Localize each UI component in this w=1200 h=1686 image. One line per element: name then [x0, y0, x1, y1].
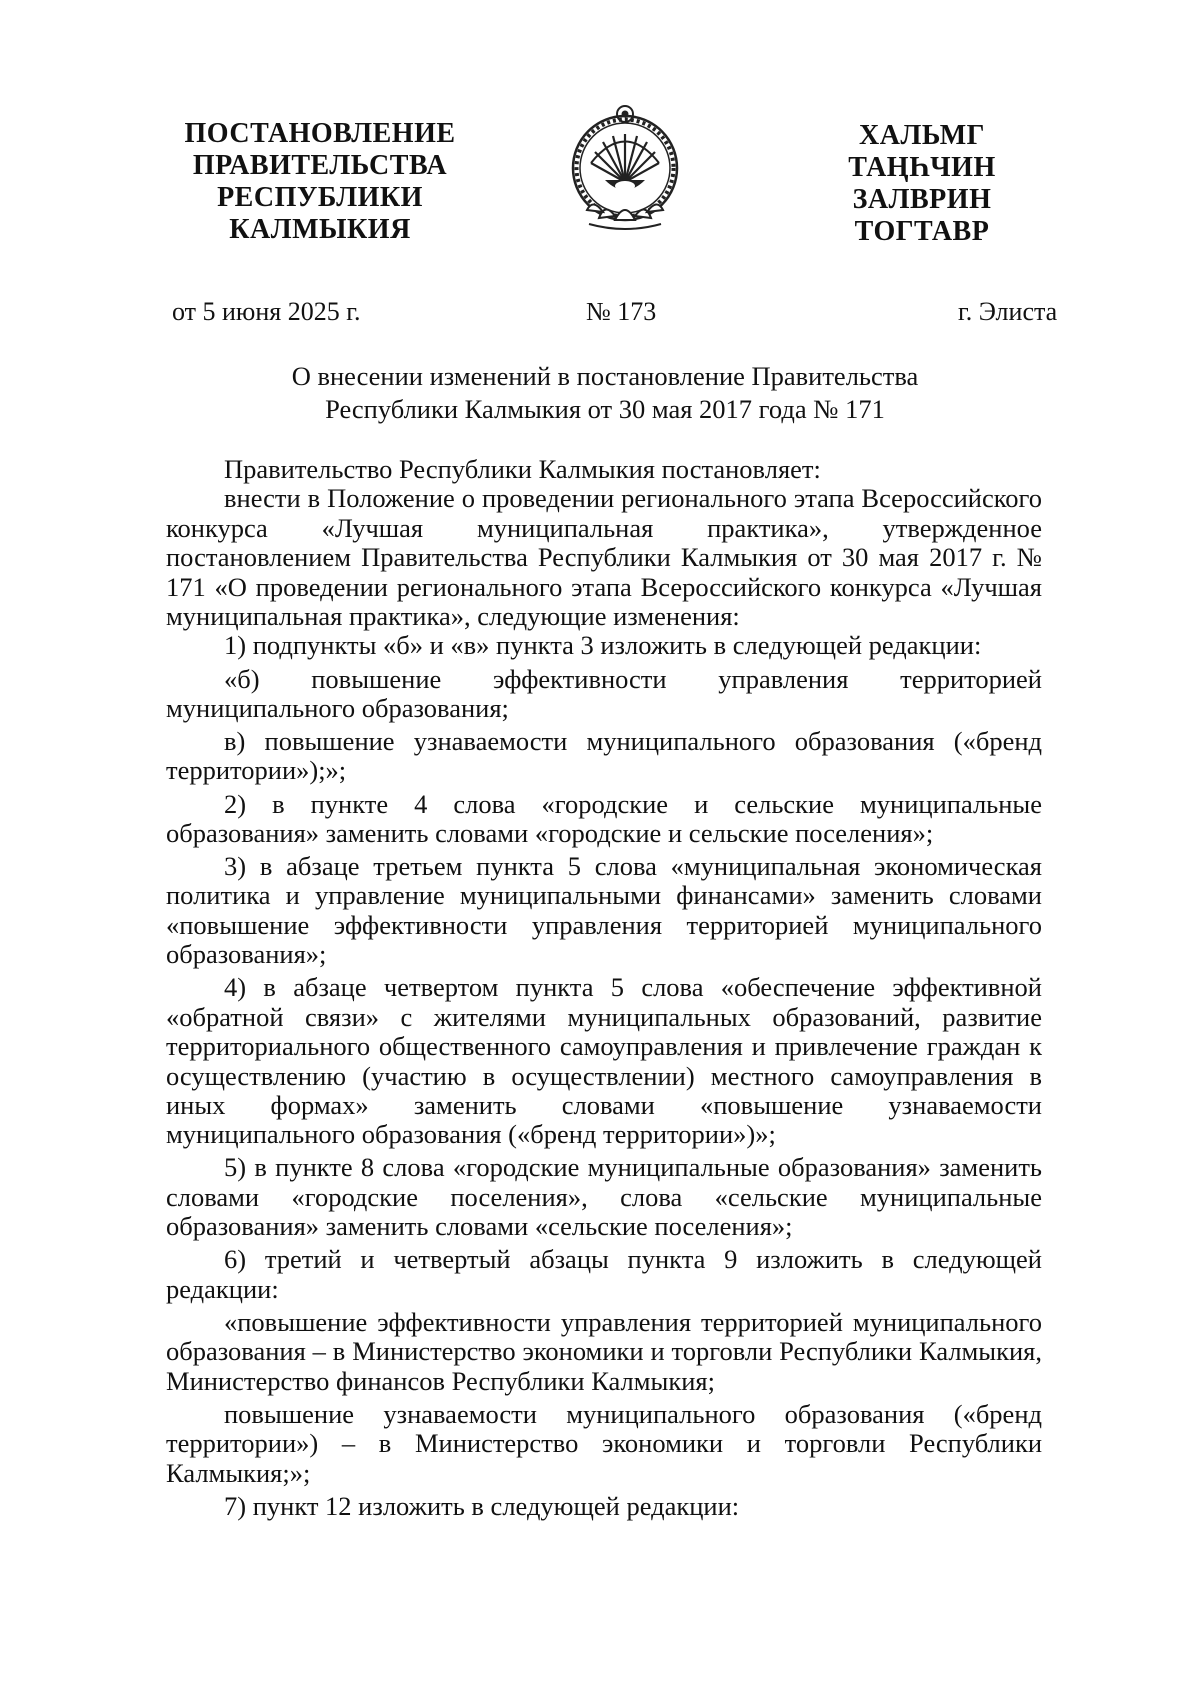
title-line: О внесении изменений в постановление Правительства [291, 361, 919, 391]
issuer-title-kalmyk [832, 120, 1012, 248]
body-paragraph: 6) третий и четвертый абзацы пункта 9 изложить в следующей редакции: [166, 1244, 1042, 1304]
issuer-line: ТОГТАВР [854, 216, 990, 247]
issuer-title-russian [180, 118, 460, 246]
decree-date: от 5 июня 2025 г. [172, 297, 361, 326]
decree-number: № 173 [586, 297, 657, 326]
decree-title [160, 360, 1050, 426]
issuer-line: ЗАЛВРИН [852, 184, 992, 215]
body-paragraph: в) повышение узнаваемости муниципального образования («бренд территории»);»; [166, 726, 1042, 786]
issuer-line: ПОСТАНОВЛЕНИЕ [184, 118, 456, 149]
body-paragraph: «повышение эффективности управления территорией муниципального образования – в Министерство экономики и торговли Республики Калмыкия, Министерство финансов Республики Калмыкия; [166, 1306, 1042, 1396]
body-paragraph: 7) пункт 12 изложить в следующей редакции: [224, 1490, 740, 1521]
kalmykia-emblem-icon [565, 100, 685, 240]
decree-city: г. Элиста [958, 297, 1058, 326]
body-paragraph: 3) в абзаце третьем пункта 5 слова «муниципальная экономическая политика и управление муниципальными финансами» заменить словами «повышение эффективности управления территорией муниципального образования»; [166, 851, 1042, 970]
body-paragraph: 1) подпункты «б» и «в» пункта 3 изложить в следующей редакции: [224, 630, 982, 661]
issuer-line: КАЛМЫКИЯ [229, 214, 411, 245]
body-paragraph: 5) в пункте 8 слова «городские муниципальные образования» заменить словами «городские поселения», слова «сельские муниципальные образования» заменить словами «сельские поселения»; [166, 1152, 1042, 1242]
body-paragraph: внести в Положение о проведении регионального этапа Всероссийского конкурса «Лучшая муниципальная практика», утвержденное постановлением Правительства Республики Калмыкия от 30 мая 2017 г. № 171 «О проведении регионального этапа Всероссийского конкурса «Лучшая муниципальная практика», следующие изменения: [166, 483, 1042, 632]
body-paragraph: «б) повышение эффективности управления территорией муниципального образования; [166, 663, 1042, 723]
title-line: Республики Калмыкия от 30 мая 2017 года № 171 [325, 394, 885, 424]
body-paragraph: 2) в пункте 4 слова «городские и сельские муниципальные образования» заменить словами «городские и сельские поселения»; [166, 788, 1042, 848]
issuer-line: РЕСПУБЛИКИ [217, 182, 423, 213]
issuer-line: ПРАВИТЕЛЬСТВА [192, 150, 448, 181]
issuer-line: ХАЛЬМГ [859, 120, 985, 151]
body-paragraph: 4) в абзаце четвертом пункта 5 слова «обеспечение эффективной «обратной связи» с жителями муниципальных образований, развитие территориального общественного самоуправления и привлечение граждан к осуществлению (участию в осуществлении) местного самоуправления в иных формах» заменить словами «повышение узнаваемости муниципального образования («бренд территории»)»; [166, 972, 1042, 1150]
issuer-line: ТАҢҺЧИН [848, 152, 996, 183]
body-paragraph: Правительство Республики Калмыкия постановляет: [224, 454, 821, 484]
body-paragraph: повышение узнаваемости муниципального образования («бренд территории») – в Министерство экономики и торговли Республики Калмыкия;»; [166, 1398, 1042, 1488]
decree-body [166, 455, 1042, 1525]
